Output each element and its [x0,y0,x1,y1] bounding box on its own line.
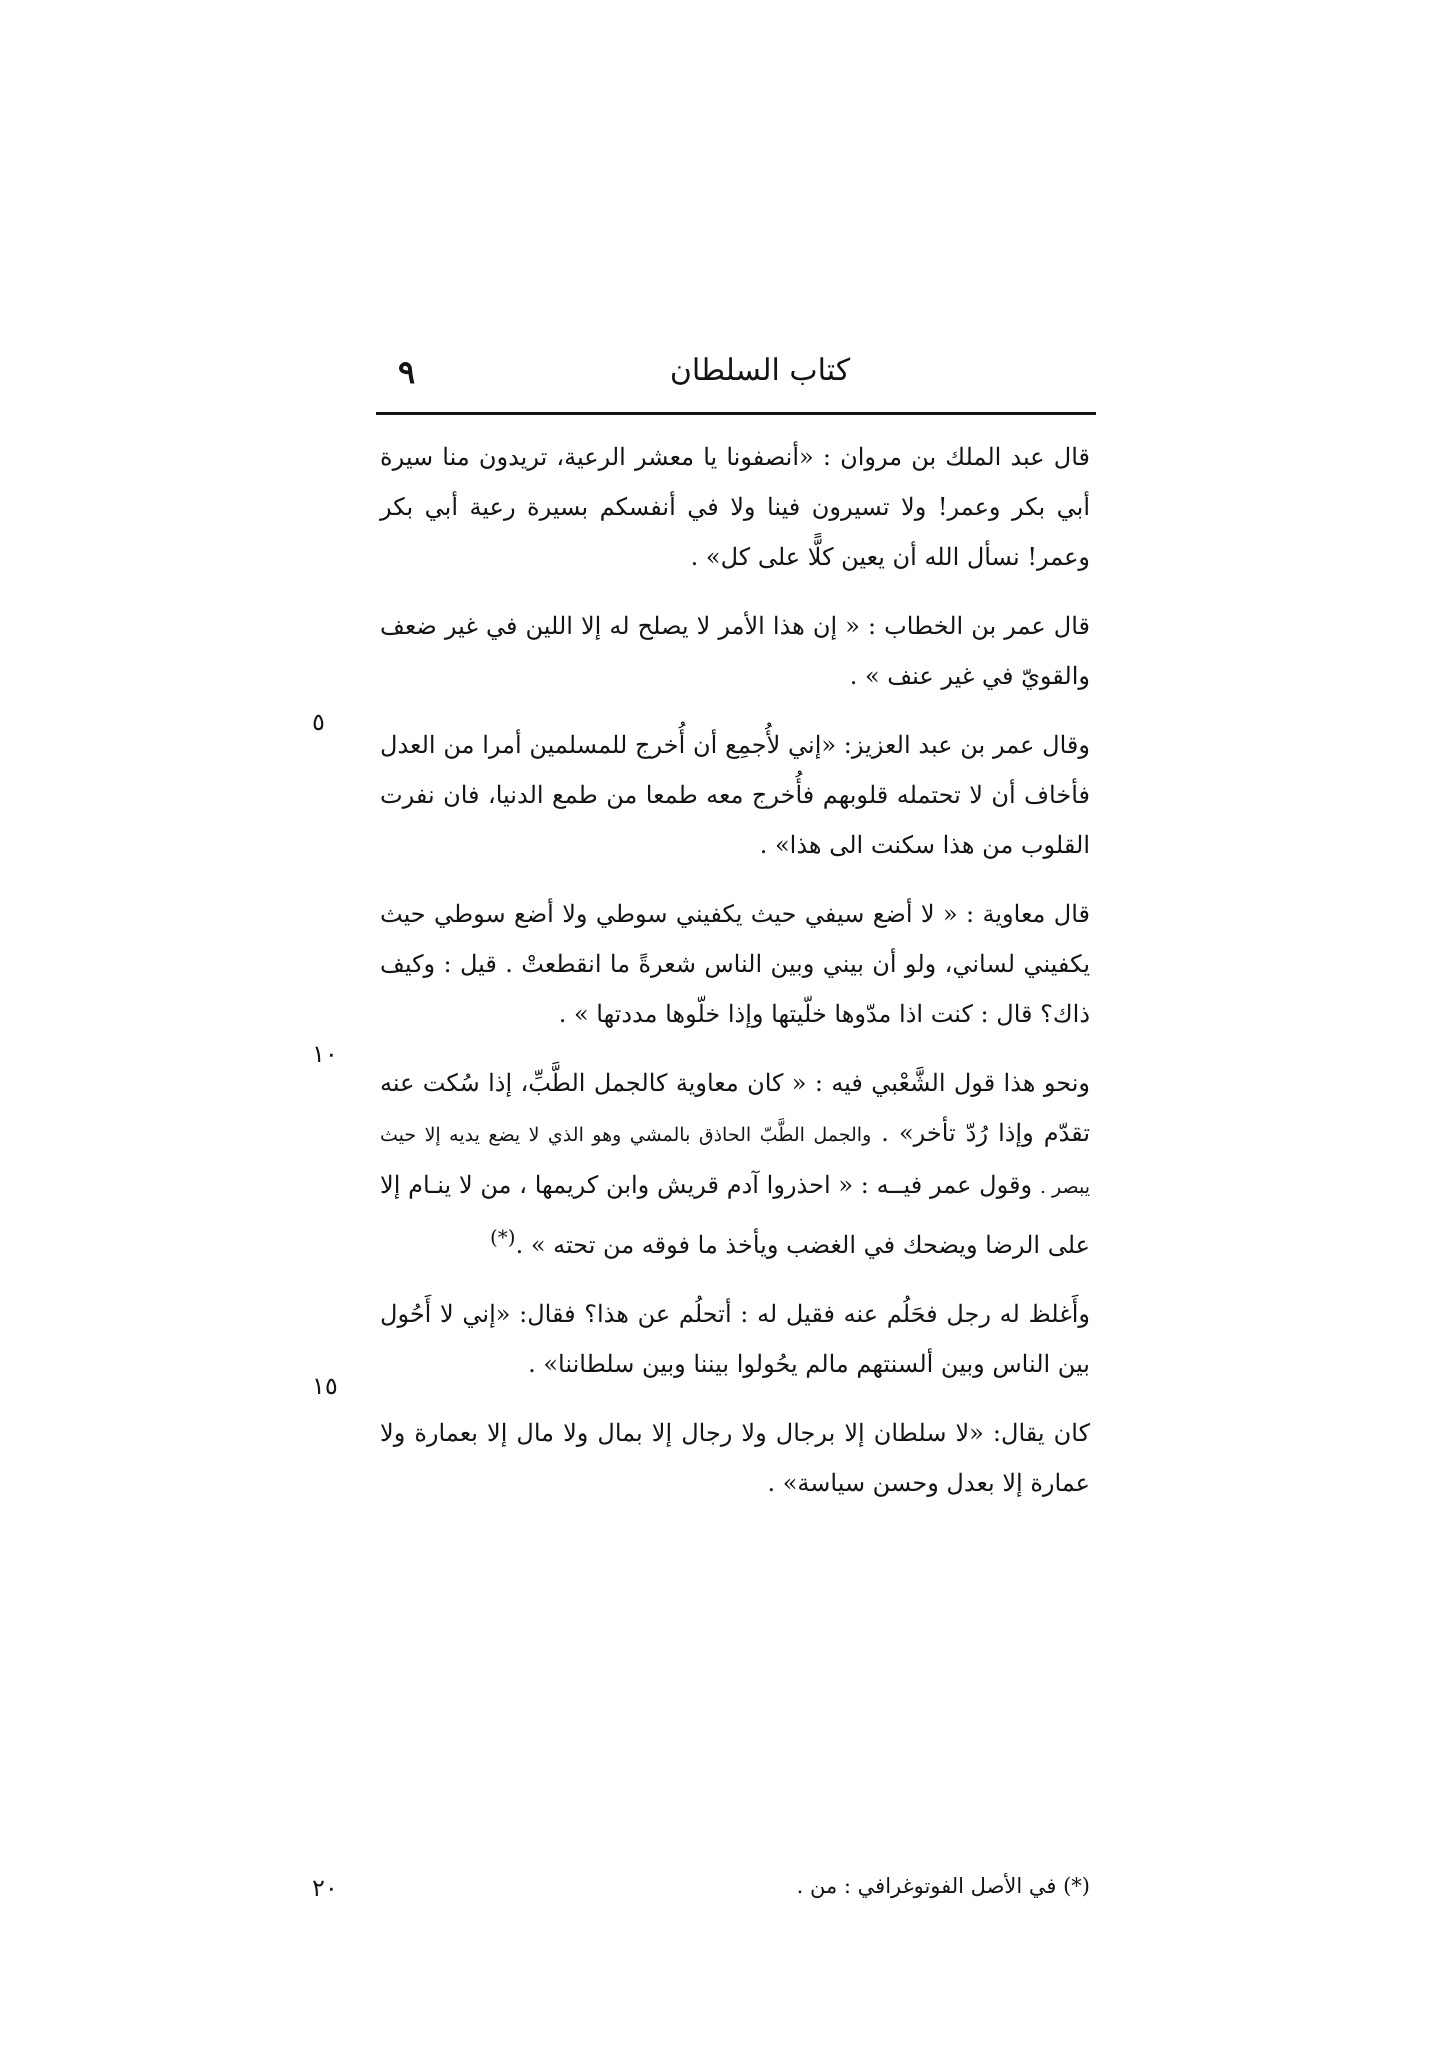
paragraph-al-shabi-text: ونحو هذا قول الشَّعْبي فيه : « كان معاوية كالجمل الطَّبِّ، إذا سُكت عنه تقدّم وإذا رُدّ تأخر» . [380,1069,1090,1147]
line-number-15: ١٥ [312,1372,338,1400]
paragraph-umar-ibn-al-khattab: قال عمر بن الخطاب : « إن هذا الأمر لا يصلح له إلا اللين في غير ضعف والقويّ في غير عنف » . [380,612,1090,690]
gloss-tail: وقول عمر [930,1171,1033,1199]
line-number-10: ١٠ [312,1040,338,1068]
footnote: (*) في الأصل الفوتوغرافي : من . [796,1874,1090,1898]
header-rule [376,412,1096,415]
gloss-note: والجمل الطَّبّ الحاذق بالمشي وهو الذي لا يضع يديه إلا حيث يبصر . [380,1124,1090,1198]
paragraph-al-shabi [380,1058,1090,1270]
running-header-title: كتاب السلطان [669,353,851,388]
paragraph-kana-yuqal: كان يقال: «لا سلطان إلا برجال ولا رجال إلا بمال ولا مال إلا بعمارة ولا عمارة إلا بعدل وحسن سياسة» . [380,1419,1090,1497]
body-text [380,432,1090,1527]
paragraph-umar-ibn-abd-al-aziz: وقال عمر بن عبد العزيز: «إني لأُجمِع أن أُخرج للمسلمين أمرا من العدل فأخاف أن لا تحتمله قلوبهم فأُخرج معه طمعا من طمع الدنيا، فان نفرت القلوب من هذا سكنت الى هذا» . [380,731,1090,859]
line-number-5: ٥ [312,708,325,736]
paragraph-abd-al-malik: قال عبد الملك بن مروان : «أنصفونا يا معشر الرعية، تريدون منا سيرة أبي بكر وعمر! ولا تسيرون فينا ولا في أنفسكم بسيرة رعية أبي بكر وعمر! نسأل الله أن يعين كلًّا على كل» . [380,443,1090,571]
paragraph-ahlam: وأَغلظ له رجل فحَلُم عنه فقيل له : أتحلُم عن هذا؟ فقال: «إني لا أَحُول بين الناس وبين ألسنتهم مالم يحُولوا بيننا وبين سلطاننا» . [380,1300,1090,1378]
paragraph-umar-quote: فيــه : « احذروا آدم قريش وابن كريمها ، من لا ينـام إلا على الرضا ويضحك في الغضب ويأخذ ما فوقه من تحته » . [380,1171,1090,1259]
paragraph-muawiya: قال معاوية : « لا أضع سيفي حيث يكفيني سوطي ولا أضع سوطي حيث يكفيني لساني، ولو أن بيني وبين الناس شعرةً ما انقطعتْ . قيل : وكيف ذاك؟ قال : كنت اذا مدّوها خلّيتها وإذا خلّوها مددتها » . [380,900,1090,1028]
footnote-marker: (*) [489,1225,516,1249]
page-number: ٩ [398,353,416,391]
line-number-20: ٢٠ [312,1874,338,1902]
